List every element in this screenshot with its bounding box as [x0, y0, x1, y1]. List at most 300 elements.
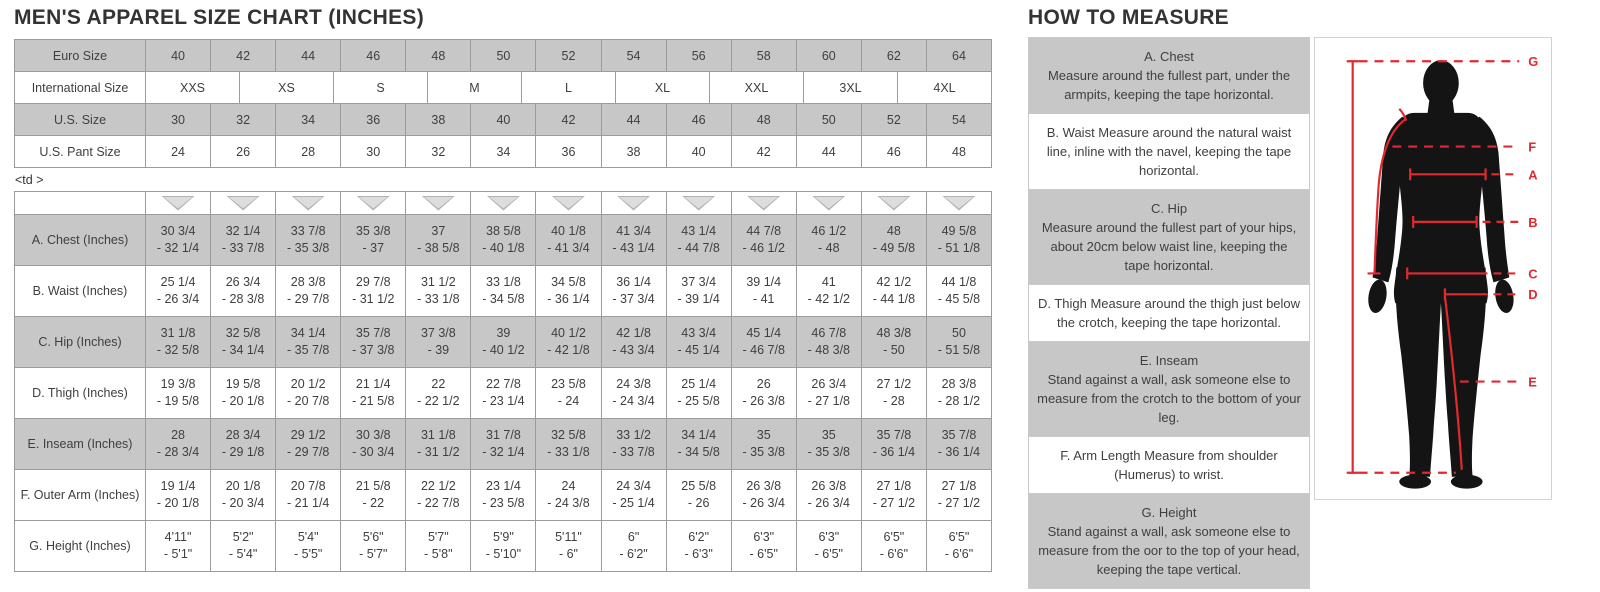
measure-row-label: A. Chest (Inches) [15, 215, 146, 266]
range-to: - 5'5" [293, 547, 323, 561]
range-from: 37 3/8 [420, 326, 456, 340]
measure-range-cell [667, 215, 732, 266]
how-to-measure-item [1029, 38, 1309, 114]
range-to: - 5'8" [424, 547, 453, 561]
range-to: - 28 3/8 [221, 292, 265, 306]
euro-size-cell: 62 [862, 40, 927, 72]
measure-range-cell [927, 266, 992, 317]
dropdown-cell [732, 192, 797, 215]
dropdown-cell [862, 192, 927, 215]
range-from: 28 3/8 [290, 275, 326, 289]
range-to: - 19 5/8 [156, 394, 200, 408]
measure-range-cell [146, 470, 211, 521]
measure-range-cell [862, 368, 927, 419]
range-from: 26 3/8 [811, 479, 847, 493]
measure-range-cell [602, 317, 667, 368]
range-to: - 26 3/4 [742, 496, 785, 510]
range-to: - 23 1/4 [482, 394, 525, 408]
height-measure-line [1347, 61, 1359, 473]
range-from: 28 [171, 428, 185, 442]
range-to: - 30 3/4 [352, 445, 395, 459]
range-from: 26 3/4 [225, 275, 261, 289]
range-from: 6'5" [948, 530, 970, 544]
range-to: - 29 7/8 [286, 292, 330, 306]
measure-range-cell [276, 215, 341, 266]
dropdown-cell [536, 192, 601, 215]
range-from: 41 3/4 [616, 224, 651, 238]
column-dropdown-arrow-icon[interactable] [877, 196, 911, 211]
figure-label-c: C [1528, 266, 1538, 282]
column-dropdown-arrow-icon[interactable] [747, 196, 781, 211]
measure-range-cell [927, 215, 992, 266]
how-to-measure-item [1029, 285, 1309, 342]
measure-range-cell [667, 419, 732, 470]
range-to: - 6'6" [944, 547, 974, 561]
dropdown-cell [146, 192, 211, 215]
range-from: 26 3/8 [746, 479, 782, 493]
range-from: 35 [821, 428, 836, 442]
range-from: 39 1/4 [746, 275, 782, 289]
range-from: 26 [756, 377, 771, 391]
measure-range-cell [797, 317, 862, 368]
range-to: - 40 1/2 [482, 343, 525, 357]
range-from: 35 7/8 [941, 428, 977, 442]
size-chart-title: MEN'S APPAREL SIZE CHART (INCHES) [14, 6, 425, 29]
measure-range-cell [732, 215, 797, 266]
range-from: 30 3/4 [160, 224, 196, 238]
range-to: - 28 1/2 [937, 394, 981, 408]
measure-item-text: D. Thigh Measure around the thigh just below the crotch, keeping the tape horizontal. [1037, 296, 1301, 330]
figure-label-d: D [1528, 287, 1538, 303]
range-from: 37 [431, 224, 446, 238]
international-size-cell: XXL [710, 72, 804, 103]
range-to: - 24 [557, 394, 580, 408]
range-to: - 31 1/2 [417, 445, 460, 459]
pant-size-cell: 42 [732, 136, 797, 168]
range-to: - 21 1/4 [286, 496, 330, 510]
range-to: - 26 3/4 [807, 496, 850, 510]
range-to: - 26 3/4 [156, 292, 200, 306]
figure-left-leg [1396, 268, 1441, 477]
pant-size-cell: 34 [471, 136, 536, 168]
measure-item-heading: C. Hip [1150, 201, 1188, 216]
range-to: - 5'7" [359, 547, 388, 561]
range-from: 5'9" [493, 530, 514, 544]
triangle-inner [228, 197, 258, 209]
dropdown-cell [276, 192, 341, 215]
dropdown-cell [406, 192, 471, 215]
range-to: - 37 3/8 [352, 343, 395, 357]
range-from: 27 1/8 [941, 479, 977, 493]
range-to: - 41 [752, 292, 775, 306]
range-to: - 48 [818, 241, 840, 255]
measure-range-cell [602, 215, 667, 266]
range-from: 38 5/8 [486, 224, 521, 238]
range-to: - 28 3/4 [156, 445, 200, 459]
measure-range-cell [146, 419, 211, 470]
how-to-measure-item [1029, 437, 1309, 494]
range-to: - 20 1/8 [221, 394, 265, 408]
column-dropdown-arrow-icon[interactable] [291, 196, 325, 211]
figure-left-hand [1366, 278, 1389, 314]
measure-item-heading: G. Height [1141, 505, 1197, 520]
measure-range-cell [471, 317, 536, 368]
range-to: - 39 1/4 [677, 292, 720, 306]
figure-label-a: A [1528, 167, 1538, 183]
measure-item-text: Measure around the fullest part, under the armpits, keeping the tape horizontal. [1047, 68, 1291, 102]
range-to: - 29 7/8 [286, 445, 330, 459]
range-from: 35 7/8 [876, 428, 912, 442]
measure-range-cell [602, 521, 667, 572]
range-from: 46 1/2 [811, 224, 847, 238]
measure-range-cell [146, 215, 211, 266]
range-to: - 25 1/4 [612, 496, 655, 510]
range-from: 19 5/8 [225, 377, 261, 391]
range-from: 5'7" [427, 530, 449, 544]
how-to-measure-item [1029, 494, 1309, 588]
figure-label-e: E [1528, 374, 1537, 390]
range-to: - 46 1/2 [742, 241, 785, 255]
measure-range-cell [406, 317, 471, 368]
measure-range-cell [602, 266, 667, 317]
column-dropdown-arrow-icon[interactable] [551, 196, 585, 211]
range-from: 6" [627, 530, 640, 544]
triangle-inner [944, 197, 974, 209]
range-from: 32 5/8 [551, 428, 586, 442]
measure-range-cell [602, 419, 667, 470]
range-to: - 37 [362, 241, 385, 255]
range-from: 6'3" [818, 530, 840, 544]
range-to: - 5'10" [485, 547, 522, 561]
measure-range-cell [797, 368, 862, 419]
international-row-label: International Size [15, 72, 146, 104]
measure-range-cell [341, 470, 406, 521]
range-from: 48 3/8 [876, 326, 912, 340]
triangle-inner [879, 197, 909, 209]
range-to: - 22 7/8 [417, 496, 460, 510]
measure-range-cell [536, 266, 601, 317]
measure-range-cell [602, 368, 667, 419]
how-to-measure-item [1029, 190, 1309, 285]
range-from: 29 7/8 [355, 275, 391, 289]
measure-range-cell [732, 368, 797, 419]
range-from: 24 3/8 [616, 377, 651, 391]
triangle-inner [488, 197, 518, 209]
euro-size-cell: 48 [406, 40, 471, 72]
measure-range-cell [211, 266, 276, 317]
euro-size-cell: 44 [276, 40, 341, 72]
range-to: - 25 5/8 [677, 394, 720, 408]
range-to: - 35 3/8 [286, 241, 330, 255]
range-from: 44 1/8 [941, 275, 977, 289]
triangle-inner [684, 197, 714, 209]
measure-row-label: C. Hip (Inches) [15, 317, 146, 368]
euro-size-cell: 40 [146, 40, 211, 72]
measure-item-text: Measure around the fullest part of your hips, about 20cm below waist line, keeping the tape horizontal. [1041, 220, 1297, 273]
column-dropdown-arrow-icon[interactable] [356, 196, 390, 211]
range-from: 5'2" [232, 530, 254, 544]
us-size-cell: 30 [146, 104, 211, 136]
measure-range-cell [927, 368, 992, 419]
column-dropdown-arrow-icon[interactable] [486, 196, 520, 211]
range-from: 45 1/4 [746, 326, 782, 340]
range-from: 24 3/4 [616, 479, 651, 493]
range-to: - 51 5/8 [937, 343, 981, 357]
us-size-cell: 52 [862, 104, 927, 136]
measure-range-cell [862, 470, 927, 521]
measure-range-cell [732, 419, 797, 470]
measure-range-cell [536, 368, 601, 419]
pant-size-cell: 26 [211, 136, 276, 168]
euro-size-cell: 50 [471, 40, 536, 72]
us-size-cell: 54 [927, 104, 992, 136]
measure-range-cell [667, 521, 732, 572]
measure-range-cell [341, 419, 406, 470]
range-from: 6'3" [753, 530, 775, 544]
measure-range-cell [732, 266, 797, 317]
measure-item-heading: A. Chest [1144, 49, 1194, 64]
dropdown-cell [211, 192, 276, 215]
euro-size-cell: 60 [797, 40, 862, 72]
measure-range-cell [797, 470, 862, 521]
measure-range-cell [471, 215, 536, 266]
measure-range-cell [862, 215, 927, 266]
measure-range-cell [667, 317, 732, 368]
range-from: 21 1/4 [355, 377, 391, 391]
euro-size-cell: 46 [341, 40, 406, 72]
international-size-cell: XXS [146, 72, 240, 103]
measure-range-cell [406, 470, 471, 521]
range-to: - 41 3/4 [547, 241, 590, 255]
range-from: 21 5/8 [355, 479, 391, 493]
range-from: 30 3/8 [355, 428, 391, 442]
range-from: 22 1/2 [420, 479, 456, 493]
measure-row-label: F. Outer Arm (Inches) [15, 470, 146, 521]
column-dropdown-arrow-icon[interactable] [682, 196, 716, 211]
measure-range-cell [211, 368, 276, 419]
range-from: 31 1/2 [420, 275, 456, 289]
range-to: - 28 [883, 394, 905, 408]
range-from: 44 7/8 [746, 224, 782, 238]
range-from: 41 [821, 275, 836, 289]
triangle-inner [619, 197, 649, 209]
measure-range-cell [406, 266, 471, 317]
range-from: 33 1/2 [616, 428, 651, 442]
range-to: - 42 1/2 [807, 292, 850, 306]
measure-range-cell [276, 419, 341, 470]
range-to: - 38 5/8 [417, 241, 460, 255]
column-dropdown-arrow-icon[interactable] [942, 196, 976, 211]
measure-row-label: D. Thigh (Inches) [15, 368, 146, 419]
measure-range-cell [536, 521, 601, 572]
measure-item-text: Stand against a wall, ask someone else to measure from the crotch to the bottom of your leg. [1037, 372, 1301, 425]
range-to: - 43 3/4 [612, 343, 655, 357]
range-from: 27 1/2 [876, 377, 912, 391]
range-from: 46 7/8 [811, 326, 847, 340]
range-from: 33 1/8 [486, 275, 521, 289]
measure-row-label: B. Waist (Inches) [15, 266, 146, 317]
size-header-table [14, 39, 992, 168]
range-from: 31 7/8 [486, 428, 521, 442]
range-to: - 6'5" [749, 547, 778, 561]
range-to: - 44 1/8 [872, 292, 916, 306]
range-from: 35 3/8 [355, 224, 391, 238]
measure-range-cell [276, 368, 341, 419]
range-to: - 26 3/8 [742, 394, 785, 408]
range-to: - 31 1/2 [352, 292, 395, 306]
pant-size-cell: 44 [797, 136, 862, 168]
range-to: - 33 7/8 [221, 241, 265, 255]
euro-row-label: Euro Size [15, 40, 146, 72]
measure-range-cell [797, 419, 862, 470]
column-dropdown-arrow-icon[interactable] [226, 196, 260, 211]
measure-range-cell [797, 266, 862, 317]
measure-item-text: B. Waist Measure around the natural waist line, inline with the navel, keeping the tape horizontal. [1046, 125, 1292, 178]
measure-range-cell [276, 266, 341, 317]
range-to: - 32 5/8 [156, 343, 200, 357]
measure-range-cell [732, 470, 797, 521]
range-from: 28 3/4 [225, 428, 261, 442]
dropdown-row-label-cell [15, 192, 146, 215]
international-size-cell: L [522, 72, 616, 103]
range-to: - 32 1/4 [482, 445, 525, 459]
range-to: - 20 3/4 [221, 496, 265, 510]
measure-range-cell [471, 266, 536, 317]
range-to: - 43 1/4 [612, 241, 655, 255]
column-dropdown-arrow-icon[interactable] [617, 196, 651, 211]
measure-range-cell [862, 266, 927, 317]
measure-range-cell [146, 266, 211, 317]
pant-size-cell: 38 [602, 136, 667, 168]
measure-range-cell [927, 470, 992, 521]
figure-label-f: F [1528, 139, 1537, 155]
measure-range-cell [211, 317, 276, 368]
measure-range-cell [276, 317, 341, 368]
measure-range-cell [276, 470, 341, 521]
range-from: 27 1/8 [876, 479, 912, 493]
measure-range-cell [732, 521, 797, 572]
dropdown-cell [927, 192, 992, 215]
international-size-cell: 4XL [933, 80, 956, 95]
range-from: 35 [756, 428, 771, 442]
measure-range-cell [667, 266, 732, 317]
measure-range-cell [471, 521, 536, 572]
figure-label-b: B [1528, 214, 1538, 230]
range-from: 34 5/8 [551, 275, 586, 289]
column-dropdown-arrow-icon[interactable] [161, 196, 195, 211]
range-from: 32 5/8 [225, 326, 261, 340]
international-size-cell: S [334, 72, 428, 103]
range-to: - 36 1/4 [547, 292, 590, 306]
measure-range-cell [341, 215, 406, 266]
range-to: - 34 1/4 [221, 343, 265, 357]
range-from: 43 1/4 [681, 224, 717, 238]
us-row-label: U.S. Size [15, 104, 146, 136]
range-from: 19 3/8 [160, 377, 196, 391]
how-to-measure-item [1029, 114, 1309, 190]
range-to: - 20 7/8 [286, 394, 330, 408]
range-to: - 5'1" [163, 547, 193, 561]
range-from: 20 1/8 [225, 479, 261, 493]
measure-range-cell [536, 419, 601, 470]
pant-row-label: U.S. Pant Size [15, 136, 146, 168]
measure-range-cell [146, 317, 211, 368]
measure-range-cell [211, 470, 276, 521]
range-to: - 6'5" [814, 547, 843, 561]
international-size-cell: M [428, 72, 522, 103]
range-to: - 6'3" [684, 547, 713, 561]
range-from: 35 7/8 [355, 326, 391, 340]
range-from: 5'4" [297, 530, 319, 544]
measure-range-cell [536, 215, 601, 266]
range-to: - 42 1/8 [547, 343, 590, 357]
us-size-cell: 46 [667, 104, 732, 136]
range-from: 22 [431, 377, 446, 391]
measure-item-text: Stand against a wall, ask someone else to measure from the oor to the top of your head, keeping the tape vertical. [1038, 524, 1300, 577]
range-from: 6'5" [883, 530, 905, 544]
range-to: - 24 3/8 [547, 496, 590, 510]
measure-range-cell [406, 521, 471, 572]
column-dropdown-arrow-icon[interactable] [421, 196, 455, 211]
measure-range-cell [732, 317, 797, 368]
euro-size-cell: 42 [211, 40, 276, 72]
international-size-cell: 3XL [804, 72, 898, 103]
us-size-cell: 36 [341, 104, 406, 136]
how-to-measure-title: HOW TO MEASURE [1028, 6, 1229, 29]
measure-range-cell [797, 521, 862, 572]
column-dropdown-arrow-icon[interactable] [812, 196, 846, 211]
range-to: - 46 7/8 [742, 343, 785, 357]
pant-size-cell: 36 [536, 136, 601, 168]
range-to: - 50 [883, 343, 905, 357]
dropdown-cell [341, 192, 406, 215]
range-from: 37 3/4 [681, 275, 717, 289]
measure-range-cell [146, 521, 211, 572]
range-from: 43 3/4 [681, 326, 717, 340]
range-to: - 35 3/8 [807, 445, 850, 459]
range-from: 19 1/4 [160, 479, 196, 493]
measure-range-cell [406, 215, 471, 266]
figure-right-leg [1441, 268, 1486, 477]
range-from: 6'2" [688, 530, 710, 544]
range-to: - 29 1/8 [221, 445, 265, 459]
measurements-table [14, 191, 992, 572]
range-to: - 20 1/8 [156, 496, 200, 510]
range-to: - 45 1/4 [677, 343, 720, 357]
figure-left-foot [1399, 475, 1431, 489]
range-to: - 27 1/8 [807, 394, 850, 408]
range-to: - 27 1/2 [872, 496, 916, 510]
international-size-cell: XS [240, 72, 334, 103]
measure-row-label: G. Height (Inches) [15, 521, 146, 572]
measure-range-cell [341, 521, 406, 572]
measure-range-cell [927, 521, 992, 572]
range-to: - 23 5/8 [482, 496, 525, 510]
pant-size-cell: 30 [341, 136, 406, 168]
range-from: 42 1/2 [876, 275, 912, 289]
range-to: - 32 1/4 [156, 241, 200, 255]
range-from: 4'11" [164, 530, 192, 544]
pant-size-cell: 46 [862, 136, 927, 168]
range-from: 48 [886, 224, 901, 238]
dropdown-cell [471, 192, 536, 215]
measure-range-cell [146, 368, 211, 419]
euro-size-cell: 56 [667, 40, 732, 72]
range-from: 28 3/8 [941, 377, 977, 391]
range-to: - 5'4" [228, 547, 258, 561]
body-silhouette-diagram [1315, 38, 1551, 499]
range-to: - 48 3/8 [807, 343, 850, 357]
